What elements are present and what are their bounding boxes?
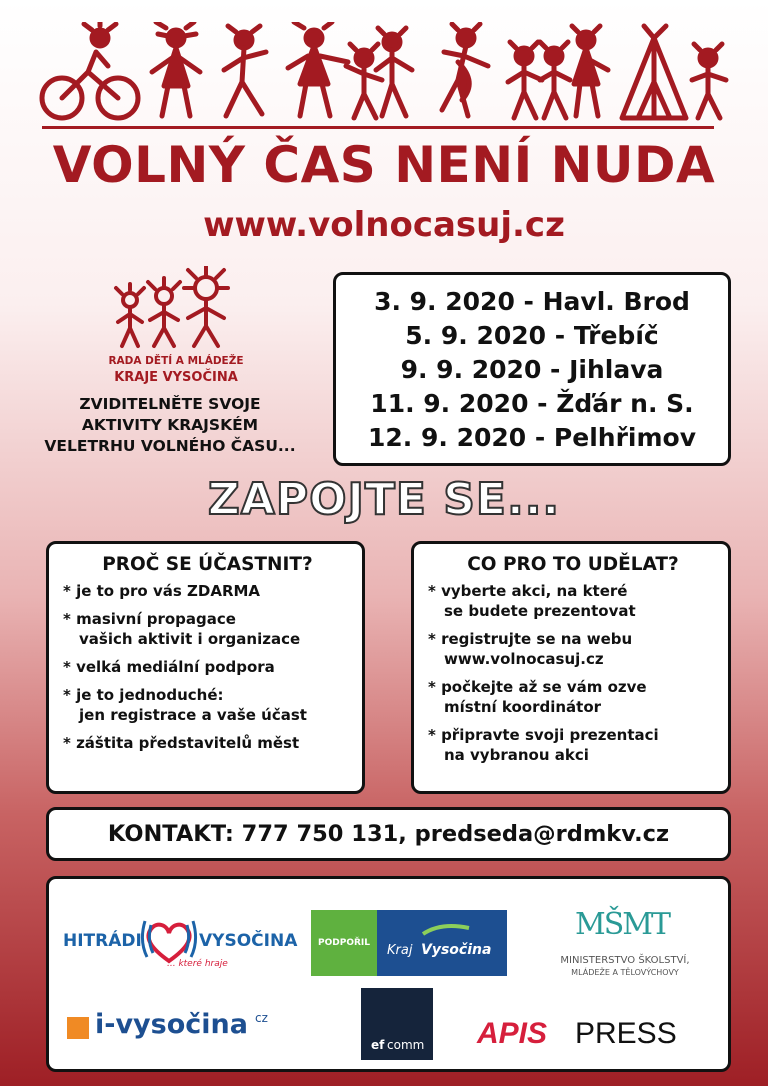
rdm-logo-icon (106, 266, 246, 350)
call-to-action: ZAPOJTE SE... (207, 474, 561, 525)
efcomm-ef: ef (371, 1038, 385, 1052)
how-item: * vyberte akci, na které se budete prezentovat (428, 582, 636, 620)
kraj-right-panel (377, 910, 507, 976)
sponsor-logos-box (46, 876, 731, 1072)
apis-bold: APIS (477, 1017, 548, 1050)
promo-line: ZVIDITELNĚTE SVOJE (79, 395, 261, 413)
contact-box (46, 807, 731, 861)
i-vysocina-suffix: cz (255, 1011, 268, 1025)
kraj-vysocina-logo[interactable] (311, 910, 507, 976)
contact-text[interactable]: KONTAKT: 777 750 131, predseda@rdmkv.cz (107, 821, 670, 847)
header-figures-illustration (38, 22, 730, 126)
why-item: * je to pro vás ZDARMA (63, 582, 261, 600)
kraj-left-panel (311, 910, 377, 976)
header-divider (42, 126, 714, 129)
i-vysocina-logo[interactable] (67, 1007, 307, 1051)
msmt-line1: MINISTERSTVO ŠKOLSTVÍ, (560, 955, 690, 966)
efcomm-comm: comm (387, 1038, 425, 1052)
how-item: * počkejte až se vám ozve místní koordinátor (428, 678, 647, 716)
apis-press-logo[interactable] (477, 1017, 717, 1053)
promo-text (10, 394, 330, 457)
why-item: * velká mediální podpora (63, 658, 275, 676)
kraj-name-a: Kraj (387, 943, 413, 958)
how-item: * registrujte se na webu www.volnocasuj.cz (428, 629, 718, 669)
kraj-name-b: Vysočina (421, 942, 492, 958)
why-title: PROČ SE ÚČASTNIT? (102, 554, 313, 575)
promo-line: VELETRHU VOLNÉHO ČASU... (44, 437, 296, 455)
why-participate-box (46, 541, 365, 794)
why-item: * záštita představitelů měst (63, 734, 300, 752)
why-item: * masivní propagace vašich aktivit i organizace (63, 610, 301, 648)
how-title: CO PRO TO UDĚLAT? (467, 554, 679, 575)
event-date: 11. 9. 2020 - Žďár n. S. (370, 389, 694, 418)
event-dates-box (333, 272, 731, 466)
how-item: * připravte svoji prezentaci na vybranou akci (428, 726, 659, 764)
main-title: VOLNÝ ČAS NENÍ NUDA (52, 136, 716, 194)
msmt-line2: MLÁDEŽE A TĚLOVÝCHOVY (571, 968, 679, 977)
hitradi-right-text: VYSOČINA (199, 931, 298, 951)
apis-rest: PRESS (575, 1017, 677, 1050)
event-date: 9. 9. 2020 - Jihlava (400, 355, 664, 384)
organizer-name-line1: RADA DĚTÍ A MLÁDEŽE (108, 355, 244, 367)
hitradi-tagline: ... které hraje (167, 959, 228, 969)
i-vysocina-name: i-vysočina (95, 1009, 248, 1040)
how-to-box (411, 541, 731, 794)
kraj-supported-label: PODPOŘIL (318, 938, 370, 948)
registration-url[interactable]: www.volnocasuj.cz (444, 650, 604, 668)
hitradi-logo[interactable] (63, 909, 298, 979)
wave-icon (421, 922, 471, 938)
hitradi-left-text: HITRÁDI (63, 931, 142, 951)
event-date: 12. 9. 2020 - Pelhřimov (367, 423, 696, 452)
efcomm-logo[interactable] (361, 988, 433, 1060)
msmt-mark: MŠMT (575, 907, 669, 942)
event-date: 5. 9. 2020 - Třebíč (405, 321, 659, 350)
website-url[interactable]: www.volnocasuj.cz (203, 205, 565, 245)
why-item: * je to jednoduché: jen registrace a vaše účast (63, 686, 307, 724)
msmt-logo[interactable] (535, 905, 715, 985)
organizer-name-line2: KRAJE VYSOČINA (114, 370, 238, 385)
event-date: 3. 9. 2020 - Havl. Brod (374, 287, 690, 316)
promo-line: AKTIVITY KRAJSKÉM (81, 416, 259, 434)
i-vysocina-square-icon (67, 1017, 89, 1039)
